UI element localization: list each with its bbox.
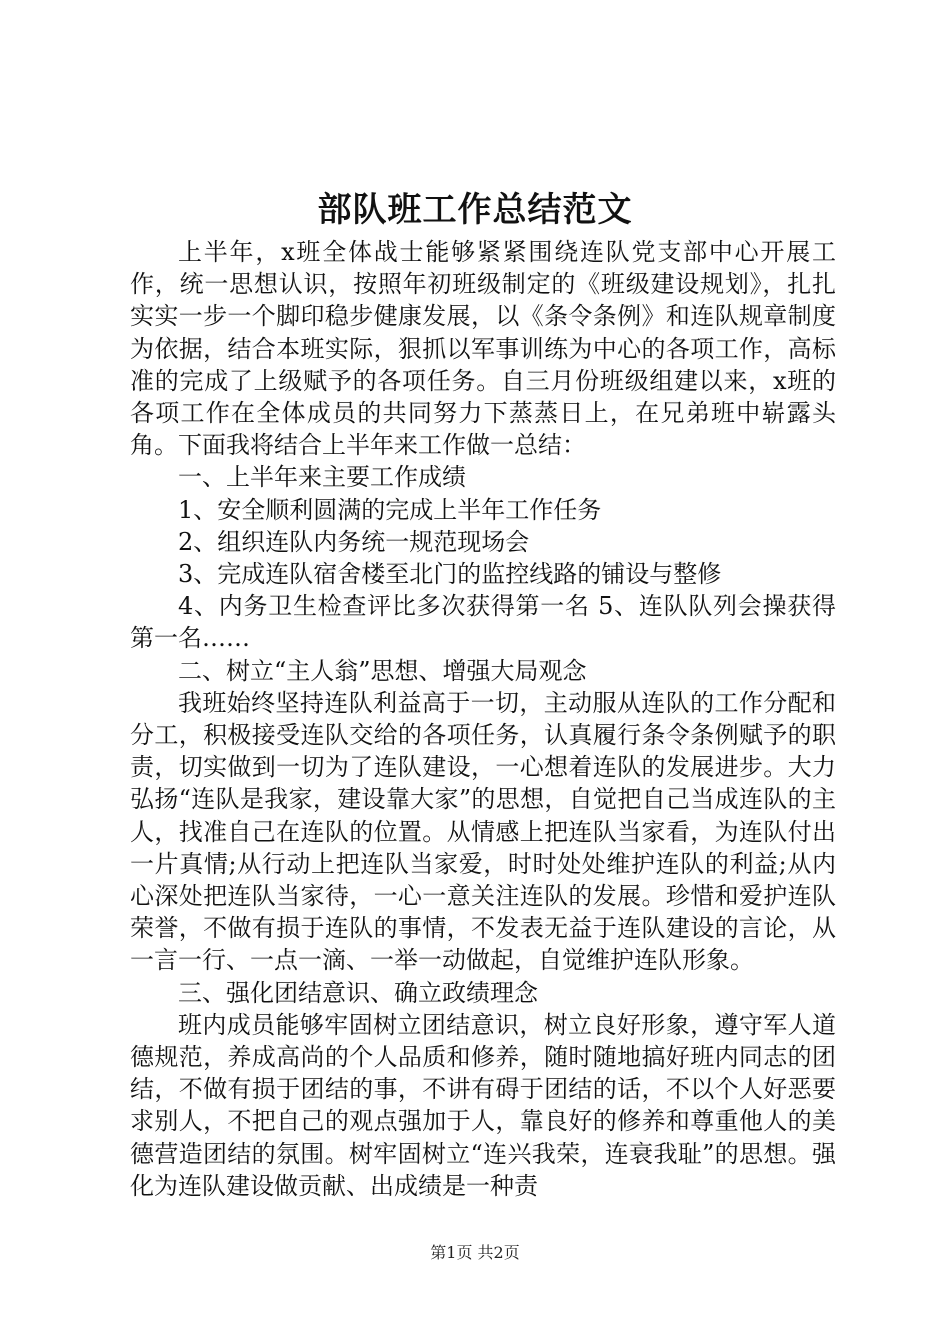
paragraph-section-3: 班内成员能够牢固树立团结意识，树立良好形象，遵守军人道德规范，养成高尚的个人品质和修养，随时随地搞好班内同志的团结，不做有损于团结的事，不讲有碍于团结的话，不以个人好恶要求别人，不把自己的观点强加于人，靠良好的修养和尊重他人的美德营造团结的氛围。树牢固树立“连兴我荣，连衰我耻”的思想。强化为连队建设做贡献、出成绩是一种责 <box>130 1010 836 1200</box>
paragraph-intro: 上半年，x班全体战士能够紧紧围绕连队党支部中心开展工作，统一思想认识，按照年初班级制定的《班级建设规划》，扎扎实实一步一个脚印稳步健康发展，以《条令条例》和连队规章制度为依据，结合本班实际，狠抓以军事训练为中心的各项工作，高标准的完成了上级赋予的各项任务。自三月份班级组建以来，x班的各项工作在全体成员的共同努力下蒸蒸日上，在兄弟班中崭露头角。下面我将结合上半年来工作做一总结： <box>130 238 836 460</box>
list-item-2: 2、组织连队内务统一规范现场会 <box>178 527 530 556</box>
page-number-footer: 第1页 共2页 <box>430 1243 520 1262</box>
section-heading-2: 二、树立“主人翁”思想、增强大局观念 <box>178 656 587 685</box>
list-item-1: 1、安全顺利圆满的完成上半年工作任务 <box>178 495 602 524</box>
section-heading-3: 三、强化团结意识、确立政绩理念 <box>178 978 538 1007</box>
document-body <box>130 236 836 1202</box>
list-item-3: 3、完成连队宿舍楼至北门的监控线路的铺设与整修 <box>178 560 722 589</box>
document-title: 部队班工作总结范文 <box>317 190 633 230</box>
paragraph-section-2: 我班始终坚持连队利益高于一切，主动服从连队的工作分配和分工，积极接受连队交给的各项任务，认真履行条令条例赋予的职责，切实做到一切为了连队建设，一心想着连队的发展进步。大力弘扬“连队是我家，建设靠大家”的思想，自觉把自己当成连队的主人，找准自己在连队的位置。从情感上把连队当家看，为连队付出一片真情;从行动上把连队当家爱，时时处处维护连队的利益;从内心深处把连队当家待，一心一意关注连队的发展。珍惜和爱护连队荣誉，不做有损于连队的事情，不发表无益于连队建设的言论，从一言一行、一点一滴、一举一动做起，自觉维护连队形象。 <box>130 688 836 975</box>
list-item-4-5: 4、内务卫生检查评比多次获得第一名 5、连队队列会操获得第一名…… <box>130 592 836 653</box>
section-heading-1: 一、上半年来主要工作成绩 <box>178 463 466 492</box>
